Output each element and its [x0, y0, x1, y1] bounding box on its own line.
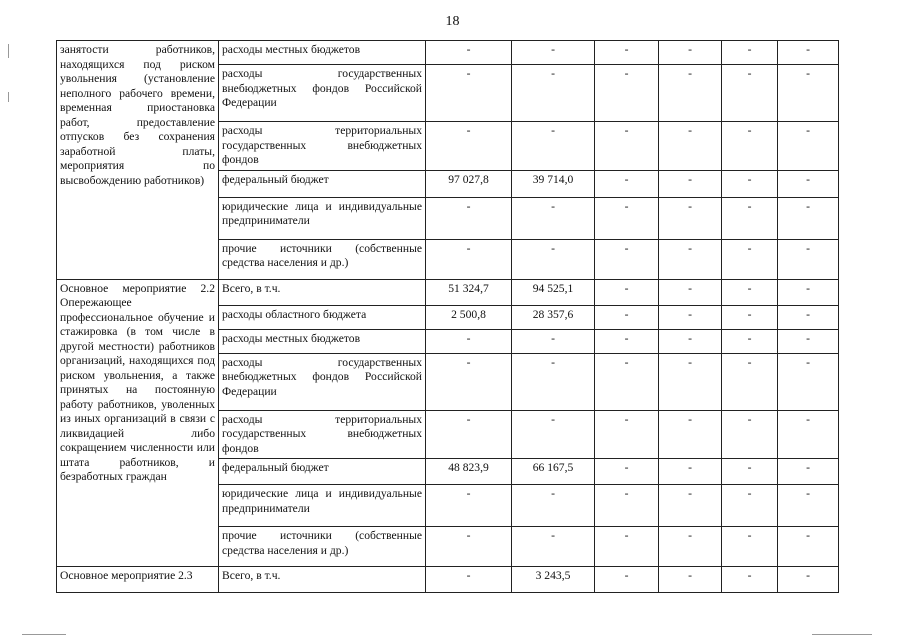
value-cell: [722, 353, 778, 410]
value-cell: [512, 65, 595, 122]
value-text: 2 500,8: [451, 307, 486, 321]
value-cell: [512, 459, 595, 485]
value-cell: [659, 239, 722, 279]
value-text: -: [688, 172, 692, 186]
value-text: -: [551, 355, 555, 369]
value-text: -: [551, 241, 555, 255]
value-cell: [426, 41, 512, 65]
value-text: -: [624, 461, 629, 474]
value-cell: [595, 65, 659, 122]
value-cell: [659, 41, 722, 65]
value-cell: [659, 122, 722, 171]
value-cell: [595, 41, 659, 65]
value-cell: [595, 279, 659, 305]
value-text: 66 167,5: [532, 461, 574, 474]
value-cell: [595, 567, 659, 593]
value-cell: [722, 459, 778, 485]
funding-source-cell: Всего, в т.ч.: [219, 279, 426, 305]
value-text: -: [688, 281, 692, 295]
value-text: -: [747, 355, 752, 369]
scan-mark: [8, 44, 9, 58]
value-text: -: [551, 529, 555, 542]
value-cell: [778, 197, 839, 239]
value-text: -: [688, 355, 692, 369]
value-text: -: [806, 281, 810, 295]
value-text: -: [806, 461, 810, 474]
funding-source-cell: расходы территориальных государственных внебюджетных фондов: [219, 410, 426, 459]
value-text: -: [688, 307, 692, 321]
value-cell: [778, 41, 839, 65]
value-cell: [722, 197, 778, 239]
value-cell: [426, 459, 512, 485]
scan-mark: [22, 634, 66, 635]
value-cell: [595, 485, 659, 527]
value-text: -: [688, 124, 692, 137]
value-text: -: [747, 331, 752, 345]
value-cell: [512, 239, 595, 279]
value-text: -: [806, 487, 810, 500]
value-cell: [595, 197, 659, 239]
value-cell: [595, 459, 659, 485]
value-text: -: [747, 281, 752, 295]
value-cell: [595, 305, 659, 329]
value-text: 51 324,7: [448, 281, 489, 295]
value-text: -: [688, 529, 692, 542]
value-cell: [595, 527, 659, 567]
value-cell: [659, 279, 722, 305]
value-cell: [595, 353, 659, 410]
value-cell: [722, 170, 778, 197]
value-text: -: [624, 241, 629, 255]
value-cell: [512, 329, 595, 353]
value-cell: [778, 122, 839, 171]
value-cell: [426, 170, 512, 197]
value-cell: [659, 305, 722, 329]
value-text: -: [806, 331, 810, 345]
scan-mark: [812, 634, 872, 635]
value-text: 97 027,8: [448, 172, 489, 186]
value-text: -: [551, 487, 555, 500]
value-text: -: [688, 199, 692, 213]
value-text: 39 714,0: [532, 172, 574, 186]
funding-source-cell: расходы местных бюджетов: [219, 329, 426, 353]
funding-source-cell: расходы государственных внебюджетных фондов Российской Федерации: [219, 353, 426, 410]
value-text: -: [806, 529, 810, 542]
scan-mark: [8, 92, 9, 102]
value-cell: [512, 305, 595, 329]
value-text: -: [688, 412, 692, 426]
value-cell: [659, 329, 722, 353]
value-cell: [595, 122, 659, 171]
value-cell: [722, 41, 778, 65]
value-text: -: [806, 43, 810, 56]
value-cell: [778, 353, 839, 410]
value-text: -: [806, 124, 810, 137]
value-text: -: [688, 43, 692, 56]
value-text: -: [747, 307, 752, 321]
funding-source-cell: расходы территориальных государственных внебюджетных фондов: [219, 122, 426, 171]
funding-source-cell: юридические лица и индивидуальные предприниматели: [219, 485, 426, 527]
value-cell: [512, 353, 595, 410]
activity-description-cell: Основное мероприятие 2.3: [57, 567, 219, 593]
value-text: -: [466, 412, 471, 426]
value-text: -: [624, 172, 629, 186]
value-text: -: [688, 461, 692, 474]
funding-source-cell: расходы местных бюджетов: [219, 41, 426, 65]
value-text: -: [624, 199, 629, 213]
value-cell: [659, 485, 722, 527]
value-cell: [722, 567, 778, 593]
value-cell: [512, 279, 595, 305]
value-text: -: [466, 569, 471, 582]
value-cell: [659, 527, 722, 567]
value-cell: [426, 65, 512, 122]
value-cell: [512, 197, 595, 239]
value-cell: [426, 279, 512, 305]
value-text: -: [624, 307, 629, 321]
value-text: -: [747, 487, 752, 500]
value-text: -: [747, 172, 752, 186]
value-cell: [722, 239, 778, 279]
value-text: -: [806, 412, 810, 426]
value-cell: [512, 527, 595, 567]
value-text: -: [688, 569, 692, 582]
value-cell: [659, 567, 722, 593]
value-cell: [778, 485, 839, 527]
value-cell: [512, 122, 595, 171]
value-text: -: [624, 412, 629, 426]
value-text: -: [747, 412, 752, 426]
value-cell: [512, 567, 595, 593]
value-cell: [659, 65, 722, 122]
value-text: -: [806, 241, 810, 255]
value-text: -: [806, 307, 810, 321]
value-cell: [778, 305, 839, 329]
value-text: -: [466, 124, 471, 137]
value-cell: [722, 65, 778, 122]
value-text: -: [551, 412, 555, 426]
funding-source-cell: прочие источники (собственные средства населения и др.): [219, 527, 426, 567]
value-cell: [778, 279, 839, 305]
page-number: 18: [445, 14, 460, 29]
value-cell: [512, 41, 595, 65]
value-text: 48 823,9: [448, 461, 489, 474]
value-text: -: [551, 43, 555, 56]
value-cell: [722, 279, 778, 305]
value-cell: [659, 197, 722, 239]
value-text: -: [747, 67, 752, 80]
value-cell: [512, 170, 595, 197]
table-row: [57, 279, 839, 305]
value-cell: [722, 329, 778, 353]
value-text: -: [466, 43, 471, 56]
value-cell: [426, 527, 512, 567]
value-cell: [595, 239, 659, 279]
value-cell: [659, 170, 722, 197]
value-cell: [595, 329, 659, 353]
value-cell: [778, 329, 839, 353]
value-text: -: [806, 172, 810, 186]
value-text: -: [466, 241, 471, 255]
value-text: 94 525,1: [532, 281, 574, 295]
value-text: -: [466, 331, 471, 345]
value-cell: [778, 65, 839, 122]
value-cell: [595, 170, 659, 197]
funding-source-cell: юридические лица и индивидуальные предприниматели: [219, 197, 426, 239]
value-cell: [512, 410, 595, 459]
funding-source-cell: федеральный бюджет: [219, 459, 426, 485]
value-cell: [722, 527, 778, 567]
table-row: [57, 41, 839, 65]
value-cell: [778, 527, 839, 567]
funding-source-cell: расходы государственных внебюджетных фондов Российской Федерации: [219, 65, 426, 122]
value-text: -: [747, 461, 752, 474]
value-text: -: [624, 281, 629, 295]
value-cell: [426, 305, 512, 329]
value-text: -: [747, 241, 752, 255]
value-text: 28 357,6: [532, 307, 574, 321]
value-text: -: [624, 124, 629, 137]
value-cell: [426, 239, 512, 279]
value-text: -: [551, 199, 555, 213]
value-text: -: [624, 331, 629, 345]
value-text: -: [688, 241, 692, 255]
value-text: -: [747, 124, 752, 137]
value-cell: [426, 197, 512, 239]
value-cell: [659, 353, 722, 410]
value-cell: [426, 329, 512, 353]
value-text: -: [624, 569, 629, 582]
value-text: -: [688, 487, 692, 500]
value-text: -: [466, 487, 471, 500]
value-cell: [722, 485, 778, 527]
value-cell: [722, 305, 778, 329]
value-text: -: [806, 199, 810, 213]
value-text: -: [624, 355, 629, 369]
value-text: -: [466, 199, 471, 213]
value-text: -: [551, 124, 555, 137]
value-text: -: [551, 331, 555, 345]
value-text: -: [806, 569, 810, 582]
value-cell: [595, 410, 659, 459]
value-cell: [426, 567, 512, 593]
value-text: -: [624, 487, 629, 500]
value-cell: [722, 122, 778, 171]
funding-source-cell: Всего, в т.ч.: [219, 567, 426, 593]
value-cell: [778, 459, 839, 485]
value-cell: [722, 410, 778, 459]
value-text: -: [466, 529, 471, 542]
value-text: -: [624, 529, 629, 542]
value-cell: [659, 410, 722, 459]
value-text: -: [624, 43, 629, 56]
value-cell: [778, 170, 839, 197]
value-text: -: [747, 569, 752, 582]
budget-table: [56, 40, 839, 593]
value-cell: [512, 485, 595, 527]
activity-description-cell: занятости работников, находящихся под риском увольнения (установление неполного рабочего времени, временная приостановка работ, предоставление отпусков без сохранения заработной платы, мероприятия по высвобождению работников): [57, 41, 219, 280]
funding-source-cell: федеральный бюджет: [219, 170, 426, 197]
value-cell: [426, 410, 512, 459]
value-text: -: [688, 67, 692, 80]
value-cell: [659, 459, 722, 485]
funding-source-cell: прочие источники (собственные средства населения и др.): [219, 239, 426, 279]
value-cell: [778, 567, 839, 593]
value-cell: [426, 485, 512, 527]
table-row: [57, 567, 839, 593]
value-cell: [426, 353, 512, 410]
value-text: -: [806, 355, 810, 369]
value-text: -: [466, 355, 471, 369]
value-text: -: [688, 331, 692, 345]
value-text: -: [747, 43, 752, 56]
value-cell: [778, 239, 839, 279]
funding-source-cell: расходы областного бюджета: [219, 305, 426, 329]
value-cell: [778, 410, 839, 459]
value-text: -: [806, 67, 810, 80]
value-text: -: [466, 67, 471, 80]
value-text: 3 243,5: [535, 569, 571, 582]
value-cell: [426, 122, 512, 171]
value-text: -: [551, 67, 555, 80]
value-text: -: [747, 529, 752, 542]
activity-description-cell: Основное мероприятие 2.2 Опережающее профессиональное обучение и стажировка (в том числе в другой местности) работников организаций, находящихся под риском увольнения, а также принятых на постоянную работу работников, уволенных из иных организаций в связи с ликвидацией либо сокращением численности или штата работников, и безработных граждан: [57, 279, 219, 567]
value-text: -: [747, 199, 752, 213]
value-text: -: [624, 67, 629, 80]
